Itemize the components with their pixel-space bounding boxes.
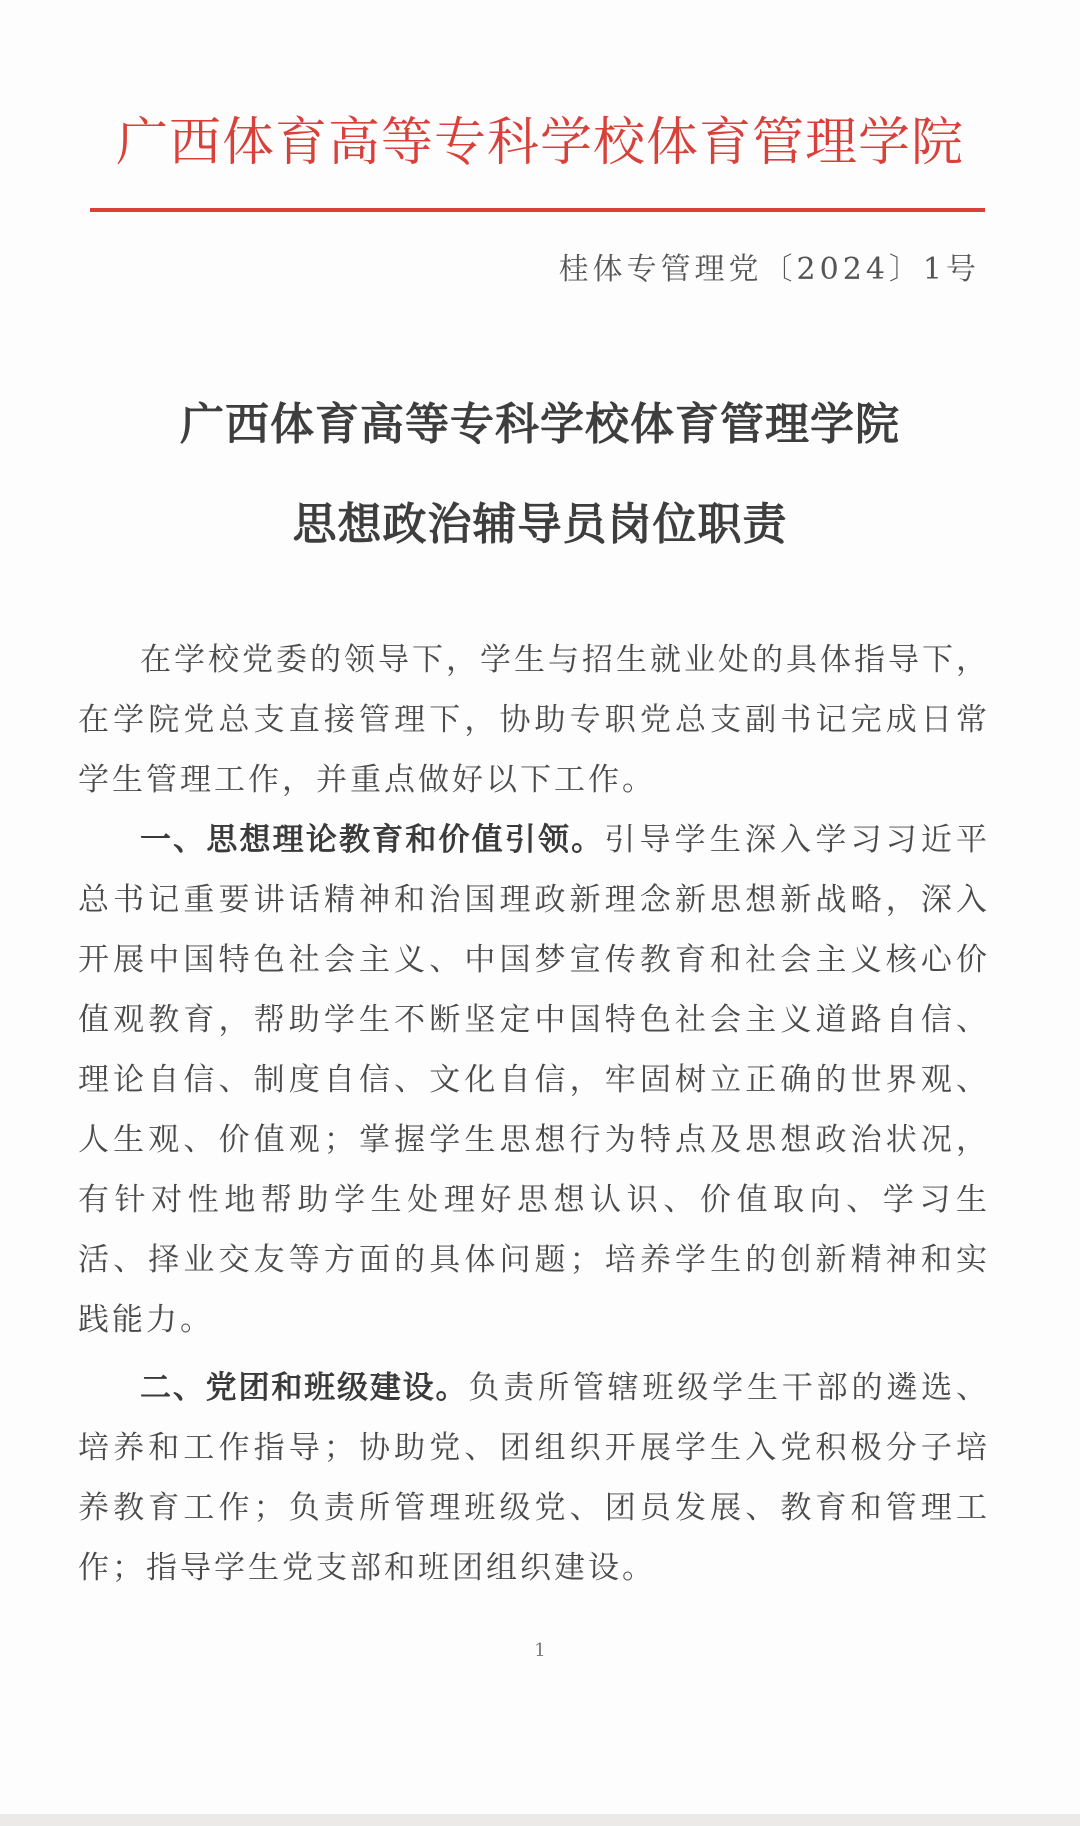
section1-text: 引导学生深入学习习近平总书记重要讲话精神和治国理政新理念新思想新战略，深入开展中国特色社会主义、中国梦宣传教育和社会主义核心价值观教育，帮助学生不断坚定中国特色社会主义道路自信、理论自信、制度自信、文化自信，牢固树立正确的世界观、人生观、价值观；掌握学生思想行为特点及思想政治状况，有针对性地帮助学生处理好思想认识、价值取向、学习生活、择业交友等方面的具体问题；培养学生的创新精神和实践能力。: [78, 822, 991, 1338]
document-number: 桂体专管理党〔2024〕1号: [558, 252, 980, 287]
section1-heading: 一、思想理论教育和价值引领。: [140, 822, 605, 858]
page-number: 1: [534, 1640, 546, 1661]
section2-text: 负责所管辖班级学生干部的遴选、培养和工作指导；协助党、团组织开展学生入党积极分子培养教育工作；负责所管理班级党、团员发展、教育和管理工作；指导学生党支部和班团组织建设。: [78, 1370, 991, 1586]
section2-paragraph: [78, 1358, 990, 1598]
document-title-line1: 广西体育高等专科学校体育管理学院: [180, 399, 900, 450]
intro-paragraph: 在学校党委的领导下，学生与招生就业处的具体指导下，在学院党总支直接管理下，协助专职党总支副书记完成日常学生管理工作，并重点做好以下工作。: [78, 642, 990, 798]
document-body: [78, 630, 990, 1598]
letterhead-org-name: 广西体育高等专科学校体育管理学院: [115, 113, 964, 173]
letterhead-red-rule: [90, 208, 985, 212]
section2-heading: 二、党团和班级建设。: [140, 1370, 469, 1406]
page-bottom-edge: [0, 1814, 1080, 1826]
document-title-line2: 思想政治辅导员岗位职责: [292, 499, 788, 550]
section1-paragraph: [78, 810, 990, 1350]
